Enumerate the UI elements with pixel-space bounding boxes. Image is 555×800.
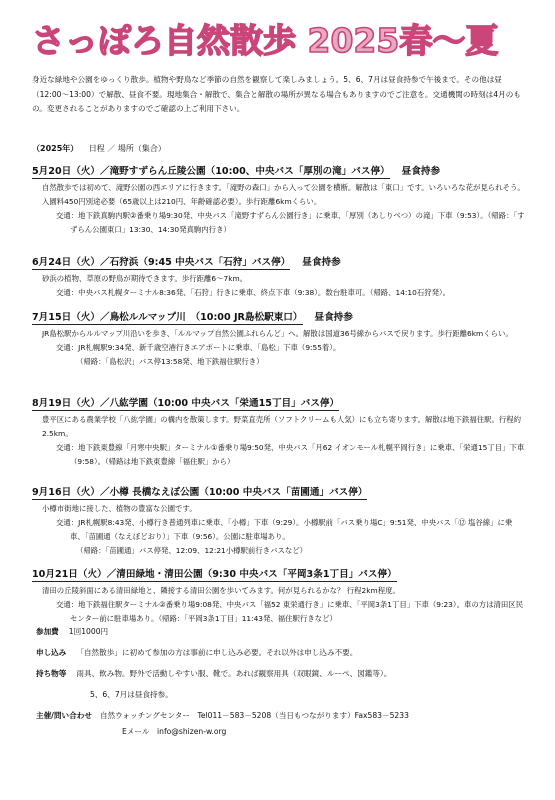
info-section bbox=[36, 626, 526, 738]
event-transport: 交通：地下鉄福住駅ターミナル②番乗り場9:08発、中央バス「福52 東栄通行き」に乗車、「平岡3条1丁目」下車（9:23）。車の方は清田区民センター前に駐車場あり。（帰路：「平岡3条1丁目」11:43発、福住駅行きなど） bbox=[56, 600, 524, 623]
fee-value: 1回1000円 bbox=[68, 627, 109, 636]
event-description: JR島松駅からルルマップ川沿いを歩き、「ルルマップ自然公園ふれらんど」へ。解散は国道36号線からバスで戻ります。歩行距離6kmくらい。 bbox=[42, 329, 513, 338]
apply-value: 「自然散歩」に初めて参加の方は事前に申し込み必要。それ以外は申し込み不要。 bbox=[76, 648, 358, 657]
event-heading: 6月24日（火）／石狩浜（9:45 中央バス「石狩」バス停） bbox=[32, 257, 291, 268]
event-october bbox=[32, 568, 527, 626]
event-transport: 交通：中央バス札幌ターミナル8:36発、「石狩」行きに乗車、終点下車（9:38）。数台駐車可。（帰路、14:10石狩発）。 bbox=[56, 288, 451, 297]
items-row bbox=[36, 668, 526, 680]
schedule-legend bbox=[32, 143, 527, 155]
event-description: 小樽市街地に接した、植物の豊富な公園です。 bbox=[42, 504, 197, 513]
items-value: 雨具、飲み物。野外で活動しやすい服、靴で。あれば観察用具（双眼鏡、ルーペ、図鑑等）。 bbox=[76, 669, 392, 678]
title-graphic bbox=[30, 14, 530, 64]
event-july bbox=[32, 311, 527, 369]
contact-label: 主催/問い合わせ bbox=[36, 711, 92, 720]
event-bring-lunch: 昼食持参 bbox=[314, 312, 353, 323]
intro-paragraph: 身近な緑地や公園をゆっくり散歩。植物や野鳥など季節の自然を観察して楽しみましょう。5、6、7月は昼食持参で午後まで。その他は昼（12:00～13:00）で解散、昼食不要。現地集合・解散で、集合と解散の場所が異なる場合もありますのでご注意を。交通機関の時刻は4月のもの。変更されることがありますのでご確認の上ご利用下さい。 bbox=[32, 75, 521, 113]
items-label: 持ち物等 bbox=[36, 669, 67, 678]
event-heading: 8月19日（火）／八紘学園（10:00 中央バス「栄通15丁目」バス停） bbox=[32, 398, 340, 409]
event-return-note: （帰路：「苗圃通」バス停発、12:09、12:21小樽駅前行きバスなど） bbox=[76, 546, 308, 555]
event-transport: 交通：JR札幌駅9:34発、新千歳空港行きエアポートに乗車、「島松」下車（9:55着）。 bbox=[56, 343, 341, 352]
title-text: さっぽろ自然散歩 2025春～夏 bbox=[32, 21, 499, 60]
event-description: 清田の丘陵斜面にある清田緑地と、隣接する清田公園を歩いてみます。何が見られるかな？ 行程2km程度。 bbox=[42, 586, 400, 595]
event-description: 砂浜の植物、草原の野鳥が期待できます。歩行距離6～7km。 bbox=[42, 274, 248, 283]
event-return-note: （帰路：「島松沢」バス停13:58発、地下鉄福住駅行き） bbox=[76, 357, 264, 366]
contact-email: Eメール info@shizen-w.org bbox=[122, 727, 227, 736]
event-description: 豊平区にある農業学校「八紘学園」の構内を散策します。野菜直売所（ソフトクリームも人気）にも立ち寄ります。解散は地下鉄福住駅。行程約2.5km。 bbox=[42, 415, 522, 438]
fee-row bbox=[36, 626, 526, 638]
event-transport: 交通：地下鉄東豊線「月寒中央駅」ターミナル①番乗り場9:50発、中央バス「月62 イオンモール札幌平岡行き」に乗車、「栄通15丁目」下車（9:58）。（帰路は地下鉄東豊線「福住駅」から） bbox=[56, 443, 525, 466]
event-june bbox=[32, 256, 527, 300]
event-september bbox=[32, 486, 527, 558]
event-august bbox=[32, 397, 527, 469]
event-description: 自然散歩では初めて、滝野公園の西エリアに行きます。「滝野の森口」から入って公園を横断。解散は「東口」です。いろいろな花が見られそう。入園料450円別途必要（65歳以上は210円、年齢確認必要）。歩行距離6kmくらい。 bbox=[42, 183, 525, 206]
apply-label: 申し込み bbox=[36, 648, 67, 657]
apply-row bbox=[36, 647, 526, 659]
contact-value: 自然ウォッチングセンター Tel011－583－5208（当日もつながります）Fax583－5233 bbox=[99, 711, 409, 720]
flyer-title bbox=[30, 14, 530, 64]
event-may bbox=[32, 165, 527, 237]
event-heading: 5月20日（火）／滝野すずらん丘陵公園（10:00、中央バス「厚別の滝」バス停） bbox=[32, 166, 390, 177]
event-heading: 10月21日（火）／清田緑地・清田公園（9:30 中央バス「平岡3条1丁目」バス停） bbox=[32, 569, 397, 580]
event-bring-lunch: 昼食持参 bbox=[302, 257, 341, 268]
contact-row bbox=[36, 710, 526, 722]
event-bring-lunch: 昼食持参 bbox=[401, 166, 441, 177]
fee-label: 参加費 bbox=[36, 627, 59, 636]
schedule-year: （2025年） bbox=[32, 144, 79, 153]
event-heading: 7月15日（火）／鳥松ルルマップ川 （10:00 JR島松駅東口） bbox=[32, 312, 303, 323]
lunch-note: 5、6、7月は昼食持参。 bbox=[90, 690, 173, 699]
schedule-legend-label: 日程 ／ 場所（集合） bbox=[88, 144, 166, 153]
event-transport: 交通：JR札幌駅8:43発、小樽行き普通列車に乗車、「小樽」下車（9:29）。小樽駅前「バス乗り場C」9:51発、中央バス「⑫ 塩谷線」に乗車、「苗圃通（なえぼどおり）」下車（9:56）。公園に駐車場あり。 bbox=[56, 518, 513, 541]
event-transport: 交通：地下鉄真駒内駅②番乗り場9:30発、中央バス「滝野すずらん公園行き」に乗車、「厚別（あしりべつ）の滝」下車（9:53）。（帰路：「すずらん公園東口」13:30、14:30発真駒内行き） bbox=[56, 211, 525, 234]
event-heading: 9月16日（火）／小樽 長橋なえぼ公園（10:00 中央バス「苗圃通」バス停） bbox=[32, 487, 368, 498]
